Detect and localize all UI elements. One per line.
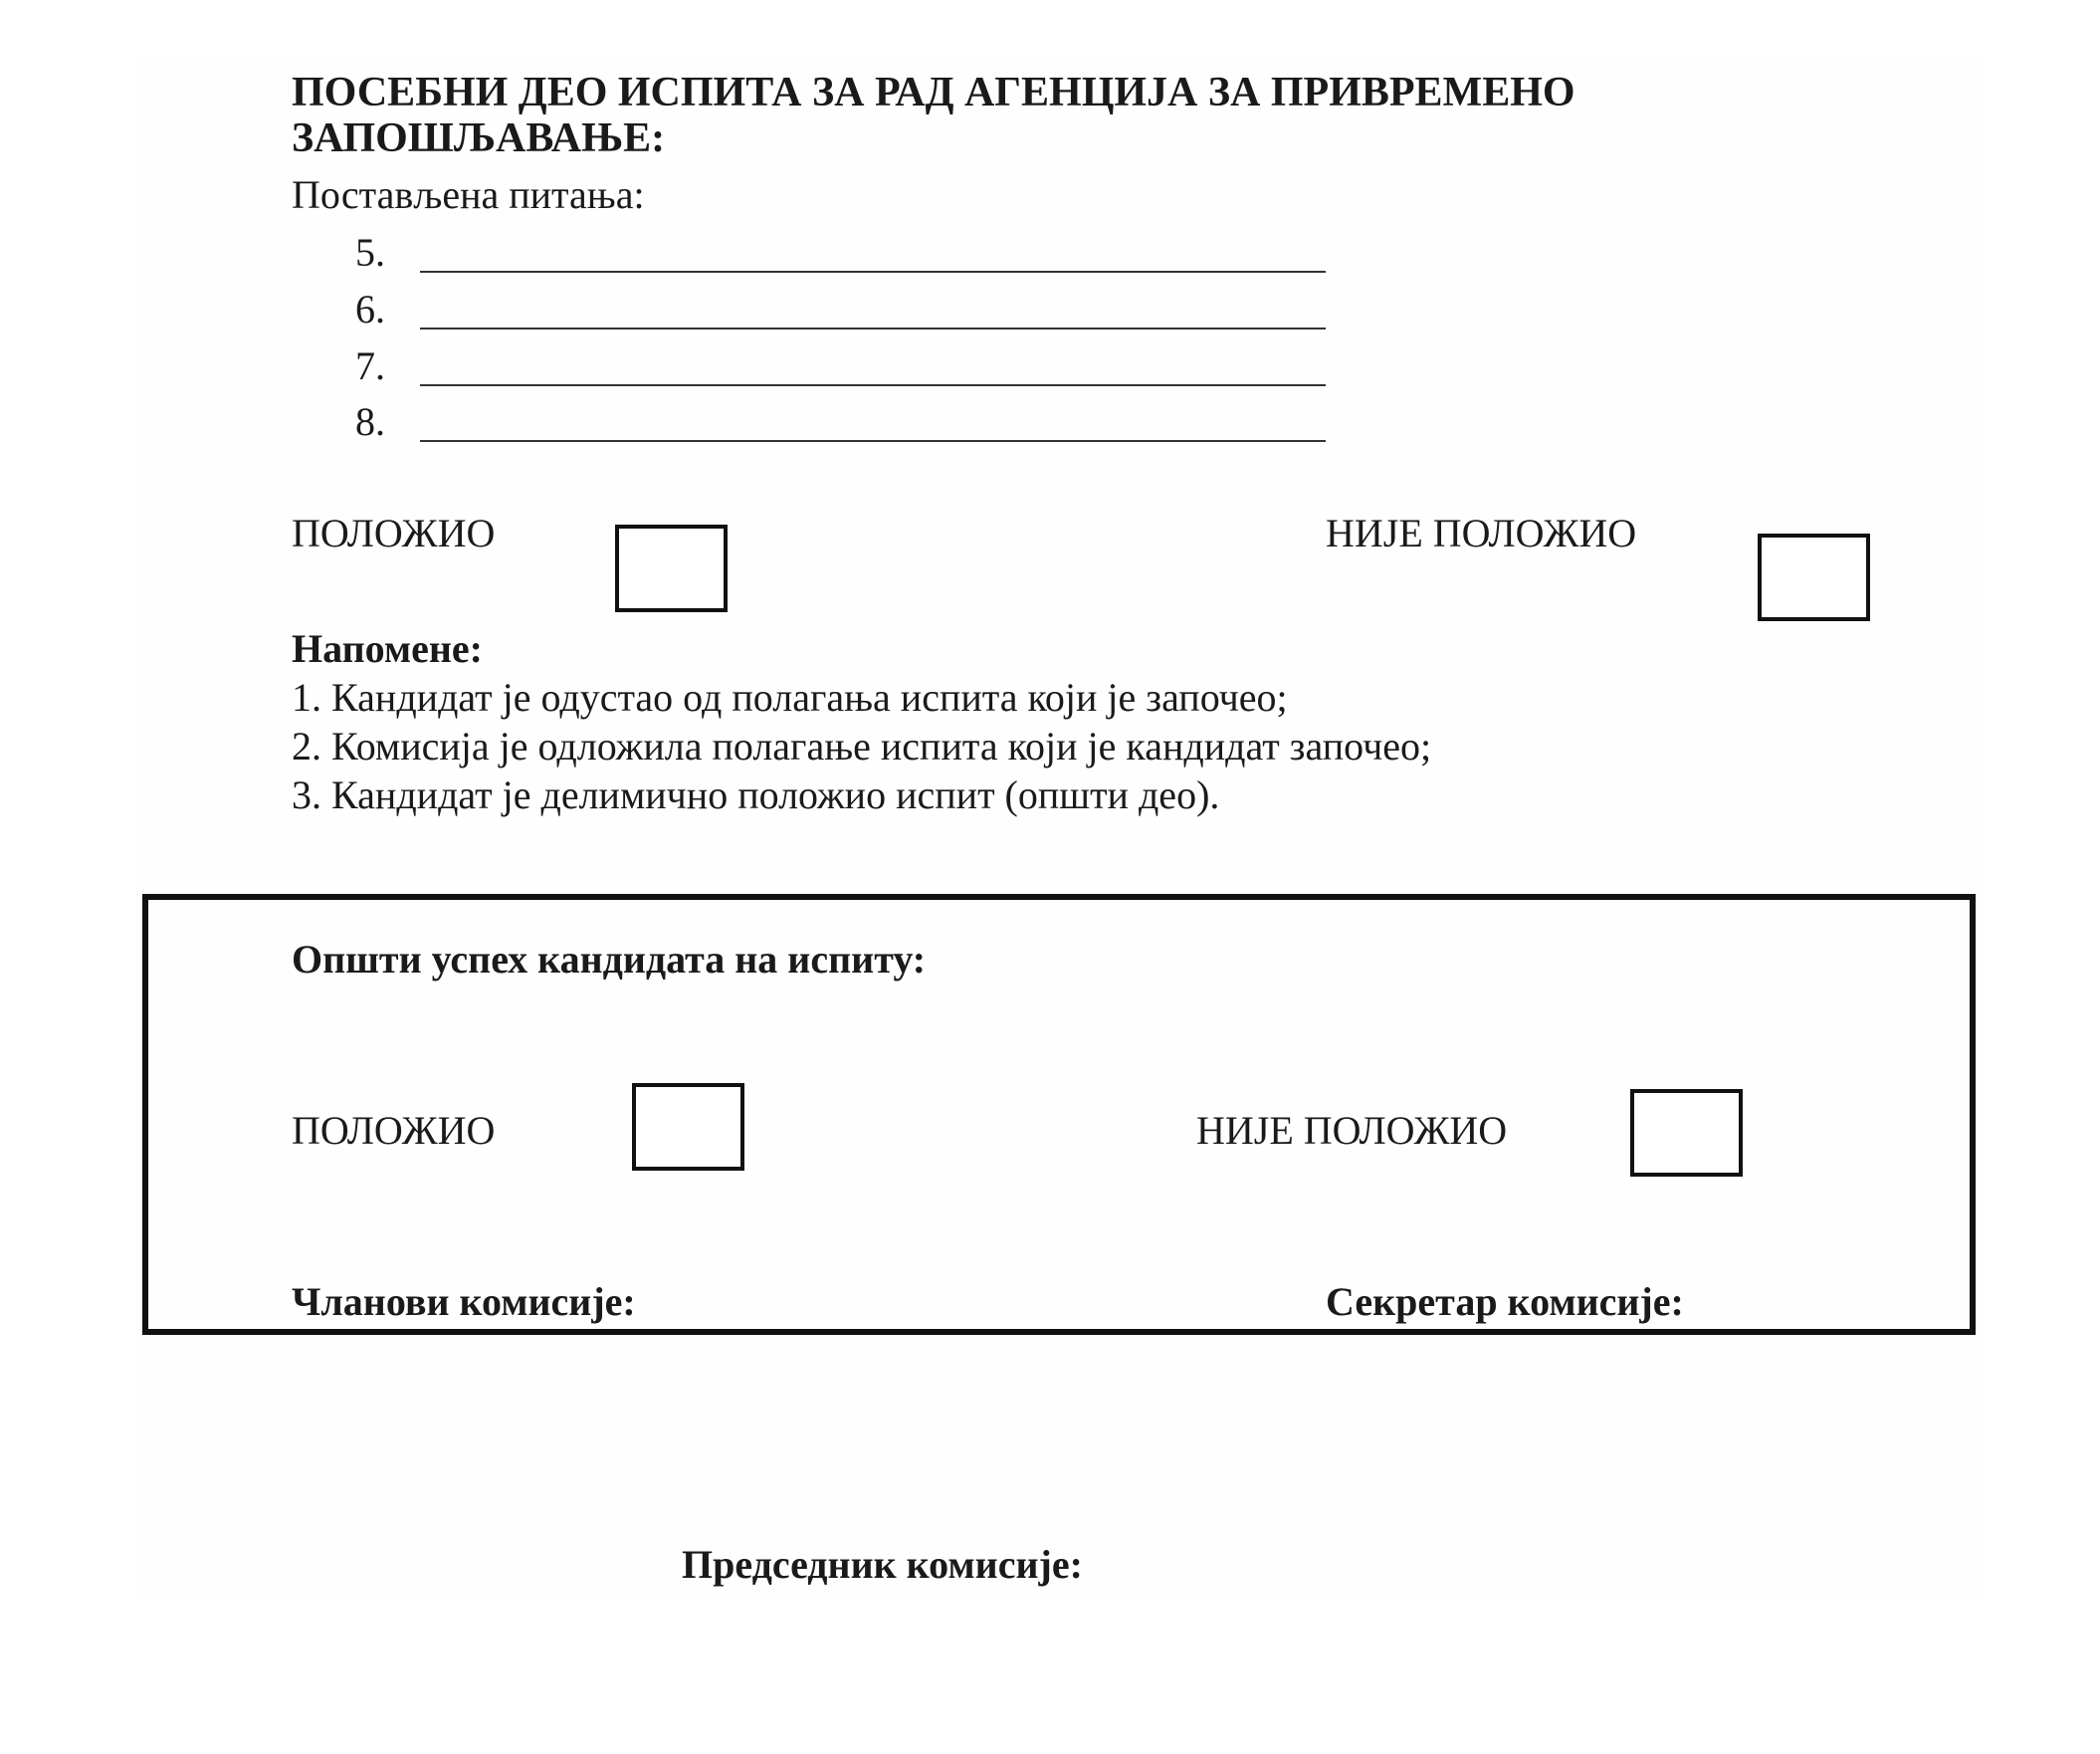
question-number: 8. bbox=[355, 399, 385, 444]
note-item: 3. Кандидат је делимично положио испит (општи део). bbox=[292, 772, 1220, 817]
failed-checkbox[interactable] bbox=[1758, 534, 1870, 621]
passed-checkbox[interactable] bbox=[615, 525, 728, 612]
committee-members-label: Чланови комисије: bbox=[292, 1279, 636, 1324]
overall-passed-checkbox[interactable] bbox=[632, 1083, 744, 1171]
section-title: ПОСЕБНИ ДЕО ИСПИТА ЗА РАД АГЕНЦИЈА ЗА ПРИВРЕМЕНО ЗАПОШЉАВАЊЕ: bbox=[292, 70, 1575, 161]
document-page bbox=[134, 60, 1981, 1598]
question-number: 5. bbox=[355, 230, 385, 275]
overall-failed-label: НИЈЕ ПОЛОЖИО bbox=[1196, 1108, 1508, 1153]
question-number: 7. bbox=[355, 343, 385, 388]
question-answer-line[interactable] bbox=[420, 271, 1326, 273]
passed-label: ПОЛОЖИО bbox=[292, 511, 496, 555]
question-answer-line[interactable] bbox=[420, 384, 1326, 386]
overall-failed-checkbox[interactable] bbox=[1630, 1089, 1743, 1177]
question-number: 6. bbox=[355, 287, 385, 331]
overall-passed-label: ПОЛОЖИО bbox=[292, 1108, 496, 1153]
committee-secretary-label: Секретар комисије: bbox=[1326, 1279, 1684, 1324]
question-answer-line[interactable] bbox=[420, 328, 1326, 329]
note-item: 1. Кандидат је одустао од полагања испита који је започео; bbox=[292, 675, 1288, 720]
question-answer-line[interactable] bbox=[420, 440, 1326, 442]
notes-heading: Напомене: bbox=[292, 626, 483, 671]
overall-heading: Општи успех кандидата на испиту: bbox=[292, 937, 927, 982]
note-item: 2. Комисија је одложила полагање испита који је кандидат започео; bbox=[292, 724, 1432, 768]
questions-label: Постављена питања: bbox=[292, 172, 645, 217]
failed-label: НИЈЕ ПОЛОЖИО bbox=[1326, 511, 1637, 555]
committee-president-label: Председник комисије: bbox=[682, 1542, 1083, 1587]
